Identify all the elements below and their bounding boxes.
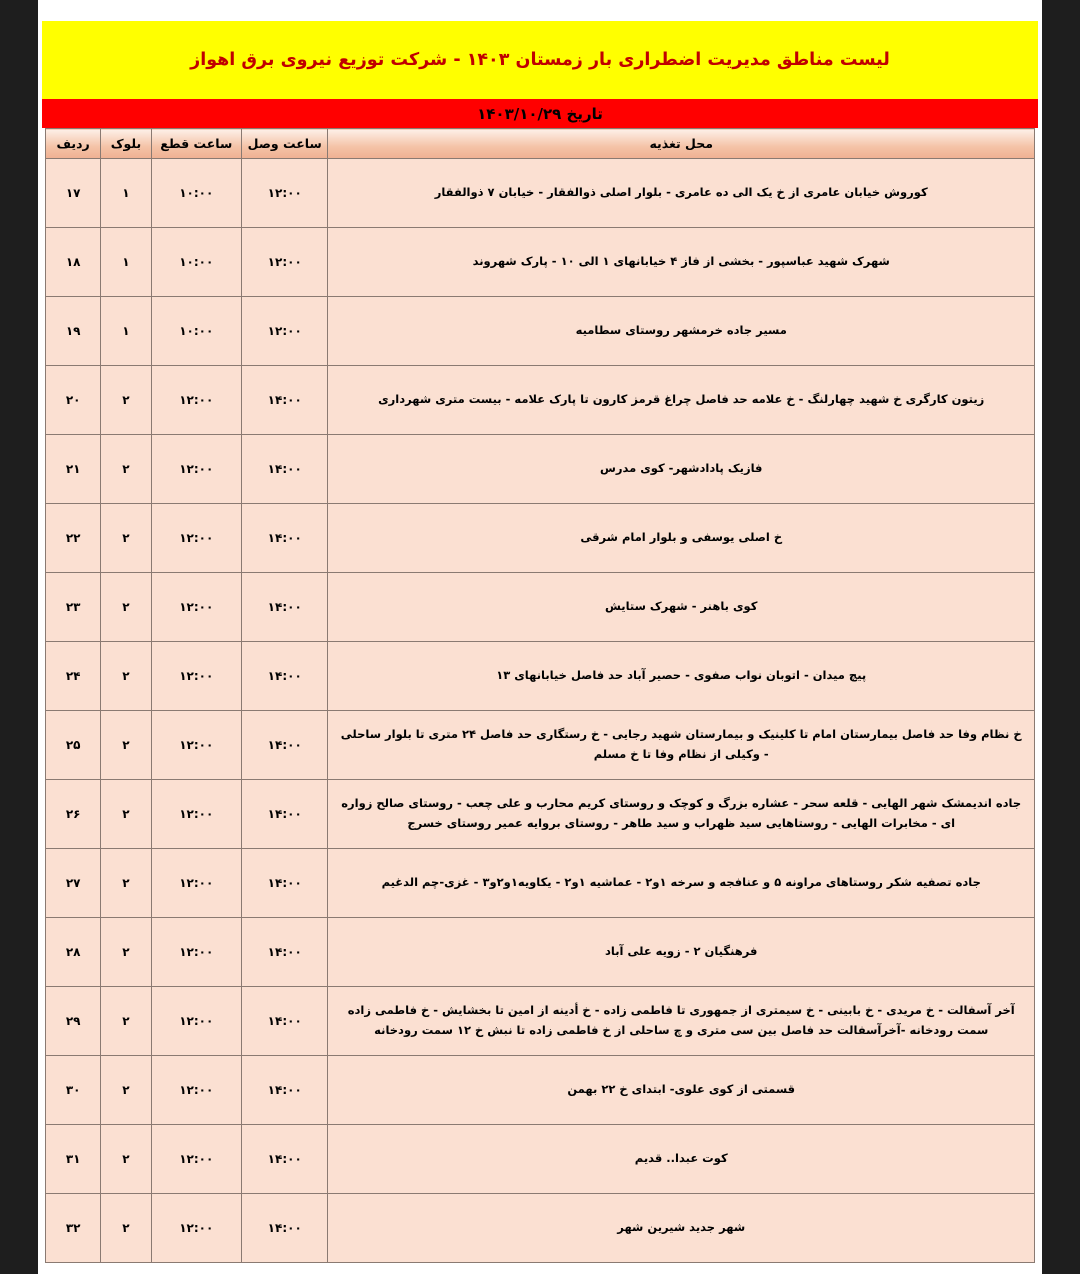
column-header-location: محل تغذیه <box>328 129 1035 159</box>
cell-location: کوروش خیابان عامری از خ یک الی ده عامری - بلوار اصلی ذوالفقار - خیابان ۷ ذوالفقار <box>328 159 1035 228</box>
cell-row-number: ۲۱ <box>46 435 101 504</box>
table-body <box>46 159 1035 1263</box>
table-header-row <box>46 129 1035 159</box>
cell-block: ۲ <box>101 780 151 849</box>
cell-cut-time: ۱۲:۰۰ <box>151 504 241 573</box>
table-row <box>46 849 1035 918</box>
title-banner <box>42 21 1038 99</box>
table-row <box>46 366 1035 435</box>
date-banner <box>42 99 1038 128</box>
cell-cut-time: ۱۲:۰۰ <box>151 849 241 918</box>
table-row <box>46 573 1035 642</box>
page-title: لیست مناطق مدیریت اضطراری بار زمستان ۱۴۰۳ - شرکت توزیع نیروی برق اهواز <box>190 49 890 70</box>
cell-row-number: ۳۱ <box>46 1125 101 1194</box>
cell-restore-time: ۱۴:۰۰ <box>242 504 328 573</box>
table-row <box>46 987 1035 1056</box>
date-label: تاریخ ۱۴۰۳/۱۰/۲۹ <box>477 104 603 123</box>
table-row <box>46 297 1035 366</box>
cell-location: آخر آسفالت - خ مریدی - خ بابینی - خ سیمتری از جمهوری تا فاطمی زاده - خ أدینه از امین تا بخشایش - خ فاطمی زاده سمت رودخانه -آخرآسفالت حد فاصل بین سی متری و چ ساحلی از خ فاطمی زاده تا نبش خ ۱۲ سمت رودخانه <box>328 987 1035 1056</box>
cell-row-number: ۲۶ <box>46 780 101 849</box>
cell-restore-time: ۱۴:۰۰ <box>242 435 328 504</box>
cell-location: پیچ میدان - اتوبان نواب صفوی - حصیر آباد حد فاصل خیابانهای ۱۳ <box>328 642 1035 711</box>
cell-location: قسمتی از کوی علوی- ابتدای خ ۲۲ بهمن <box>328 1056 1035 1125</box>
table-row <box>46 1125 1035 1194</box>
column-header-cut-time: ساعت قطع <box>151 129 241 159</box>
cell-row-number: ۱۸ <box>46 228 101 297</box>
cell-location: شهر جدید شیرین شهر <box>328 1194 1035 1263</box>
cell-cut-time: ۱۲:۰۰ <box>151 1125 241 1194</box>
cell-cut-time: ۱۲:۰۰ <box>151 1194 241 1263</box>
cell-restore-time: ۱۴:۰۰ <box>242 1194 328 1263</box>
cell-restore-time: ۱۴:۰۰ <box>242 573 328 642</box>
column-header-restore-time: ساعت وصل <box>242 129 328 159</box>
cell-row-number: ۲۳ <box>46 573 101 642</box>
cell-cut-time: ۱۲:۰۰ <box>151 1056 241 1125</box>
cell-location: فرهنگیان ۲ - زویه علی آباد <box>328 918 1035 987</box>
cell-block: ۱ <box>101 228 151 297</box>
cell-block: ۲ <box>101 642 151 711</box>
cell-location: جاده تصفیه شکر روستاهای مراونه ۵ و عنافجه و سرخه ۱و۲ - عماشیه ۱و۲ - یکاویه۱و۲و۳ - غزی-چم الدغیم <box>328 849 1035 918</box>
cell-location: خ نظام وفا حد فاصل بیمارستان امام تا کلینیک و بیمارستان شهید رجایی - خ رستگاری حد فاصل ۲۴ متری تا بلوار ساحلی - وکیلی از نظام وفا تا خ مسلم <box>328 711 1035 780</box>
cell-cut-time: ۱۲:۰۰ <box>151 573 241 642</box>
cell-row-number: ۲۲ <box>46 504 101 573</box>
cell-block: ۱ <box>101 159 151 228</box>
cell-restore-time: ۱۴:۰۰ <box>242 1056 328 1125</box>
cell-block: ۲ <box>101 918 151 987</box>
cell-cut-time: ۱۲:۰۰ <box>151 918 241 987</box>
table-row <box>46 159 1035 228</box>
cell-block: ۲ <box>101 573 151 642</box>
table-row <box>46 1056 1035 1125</box>
outage-schedule-table <box>45 128 1035 1263</box>
cell-row-number: ۲۴ <box>46 642 101 711</box>
table-row <box>46 228 1035 297</box>
cell-restore-time: ۱۴:۰۰ <box>242 642 328 711</box>
cell-block: ۲ <box>101 504 151 573</box>
cell-restore-time: ۱۴:۰۰ <box>242 1125 328 1194</box>
cell-block: ۲ <box>101 435 151 504</box>
column-header-row-number: ردیف <box>46 129 101 159</box>
cell-block: ۲ <box>101 1125 151 1194</box>
cell-restore-time: ۱۴:۰۰ <box>242 918 328 987</box>
cell-cut-time: ۱۲:۰۰ <box>151 642 241 711</box>
cell-restore-time: ۱۲:۰۰ <box>242 159 328 228</box>
table-header <box>46 129 1035 159</box>
table-row <box>46 1194 1035 1263</box>
cell-restore-time: ۱۲:۰۰ <box>242 228 328 297</box>
cell-row-number: ۲۵ <box>46 711 101 780</box>
cell-cut-time: ۱۲:۰۰ <box>151 987 241 1056</box>
cell-cut-time: ۱۲:۰۰ <box>151 435 241 504</box>
cell-cut-time: ۱۲:۰۰ <box>151 711 241 780</box>
cell-block: ۱ <box>101 297 151 366</box>
table-row <box>46 711 1035 780</box>
cell-block: ۲ <box>101 1056 151 1125</box>
cell-restore-time: ۱۴:۰۰ <box>242 366 328 435</box>
cell-restore-time: ۱۴:۰۰ <box>242 780 328 849</box>
cell-block: ۲ <box>101 1194 151 1263</box>
cell-location: جاده اندیمشک شهر الهایی - قلعه سحر - عشاره بزرگ و کوچک و روستای کریم محارب و علی چعب - روستای صالح زواره ای - مخابرات الهایی - روستاهایی سید ظهراب و سید طاهر - روستای بروایه عمیر روستای خسرج <box>328 780 1035 849</box>
table-row <box>46 918 1035 987</box>
table-row <box>46 780 1035 849</box>
cell-restore-time: ۱۴:۰۰ <box>242 711 328 780</box>
cell-location: خ اصلی یوسفی و بلوار امام شرقی <box>328 504 1035 573</box>
cell-row-number: ۲۰ <box>46 366 101 435</box>
cell-cut-time: ۱۰:۰۰ <box>151 228 241 297</box>
cell-block: ۲ <box>101 849 151 918</box>
cell-row-number: ۲۹ <box>46 987 101 1056</box>
cell-row-number: ۳۰ <box>46 1056 101 1125</box>
cell-row-number: ۲۸ <box>46 918 101 987</box>
cell-restore-time: ۱۲:۰۰ <box>242 297 328 366</box>
cell-location: کوت عبدا.. قدیم <box>328 1125 1035 1194</box>
cell-location: فازیک پادادشهر- کوی مدرس <box>328 435 1035 504</box>
cell-location: زیتون کارگری خ شهید چهارلنگ - خ علامه حد فاصل چراغ قرمز کارون تا پارک علامه - بیست متری شهرداری <box>328 366 1035 435</box>
cell-cut-time: ۱۰:۰۰ <box>151 297 241 366</box>
cell-row-number: ۱۷ <box>46 159 101 228</box>
cell-cut-time: ۱۰:۰۰ <box>151 159 241 228</box>
document-page <box>38 0 1042 1274</box>
cell-cut-time: ۱۲:۰۰ <box>151 366 241 435</box>
cell-location: مسیر جاده خرمشهر روستای سطامیه <box>328 297 1035 366</box>
table-row <box>46 642 1035 711</box>
column-header-block: بلوک <box>101 129 151 159</box>
cell-block: ۲ <box>101 711 151 780</box>
cell-restore-time: ۱۴:۰۰ <box>242 987 328 1056</box>
cell-block: ۲ <box>101 987 151 1056</box>
cell-row-number: ۳۲ <box>46 1194 101 1263</box>
table-row <box>46 504 1035 573</box>
cell-location: شهرک شهید عباسپور - بخشی از فاز ۴ خیابانهای ۱ الی ۱۰ - پارک شهروند <box>328 228 1035 297</box>
cell-row-number: ۱۹ <box>46 297 101 366</box>
cell-location: کوی باهنر - شهرک ستایش <box>328 573 1035 642</box>
cell-cut-time: ۱۲:۰۰ <box>151 780 241 849</box>
cell-restore-time: ۱۴:۰۰ <box>242 849 328 918</box>
table-row <box>46 435 1035 504</box>
cell-row-number: ۲۷ <box>46 849 101 918</box>
cell-block: ۲ <box>101 366 151 435</box>
